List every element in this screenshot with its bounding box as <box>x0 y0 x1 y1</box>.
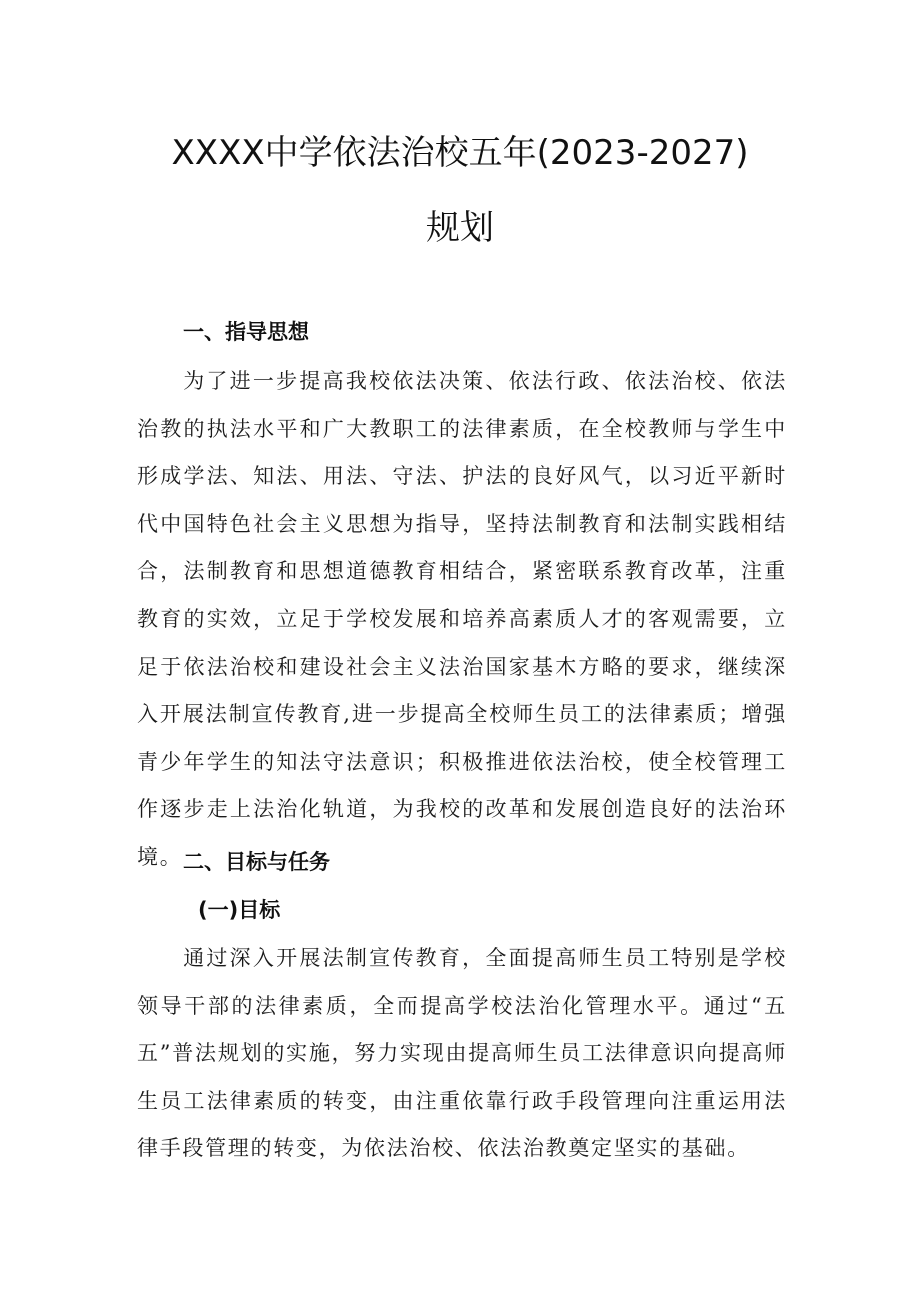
document-title-line1: XXXX中学依法治校五年(2023-2027) <box>171 133 749 173</box>
document-title-line2: 规划 <box>426 208 494 248</box>
section-heading-goals-tasks: 二、目标与任务 <box>183 850 330 874</box>
section-heading-guiding-ideology: 一、指导思想 <box>183 320 309 344</box>
subsection-heading-goals: (一)目标 <box>198 898 281 922</box>
paragraph-goals: 通过深入开展法制宣传教育，全面提高师生员工特别是学校领导干部的法律素质，全而提高学校法治化管理水平。通过“五五”普法规划的实施，努力实现由提高师生员工法律意识向提高师生员工法律素质的转变，由注重依靠行政手段管理向注重运用法律手段管理的转变，为依法治校、依法治教奠定坚实的基础。 <box>137 946 787 1161</box>
paragraph-guiding-ideology: 为了进一步提高我校依法决策、依法行政、依法治校、依法治教的执法水平和广大教职工的法律素质，在全校教师与学生中形成学法、知法、用法、守法、护法的良好风气，以习近平新时代中国特色社会主义思想为指导，坚持法制教育和法制实践相结合，法制教育和思想道德教育相结合，紧密联系教育改革，注重教育的实效，立足于学校发展和培养高素质人才的客观需要，立足于依法治校和建设社会主义法治国家基木方略的要求，继续深入开展法制宣传教育,进一步提高全校师生员工的法律素质；增强青少年学生的知法守法意识；积极推进依法治校，使全校管理工作逐步走上法治化轨道，为我校的改革和发展创造良好的法治环境。 <box>137 369 787 869</box>
